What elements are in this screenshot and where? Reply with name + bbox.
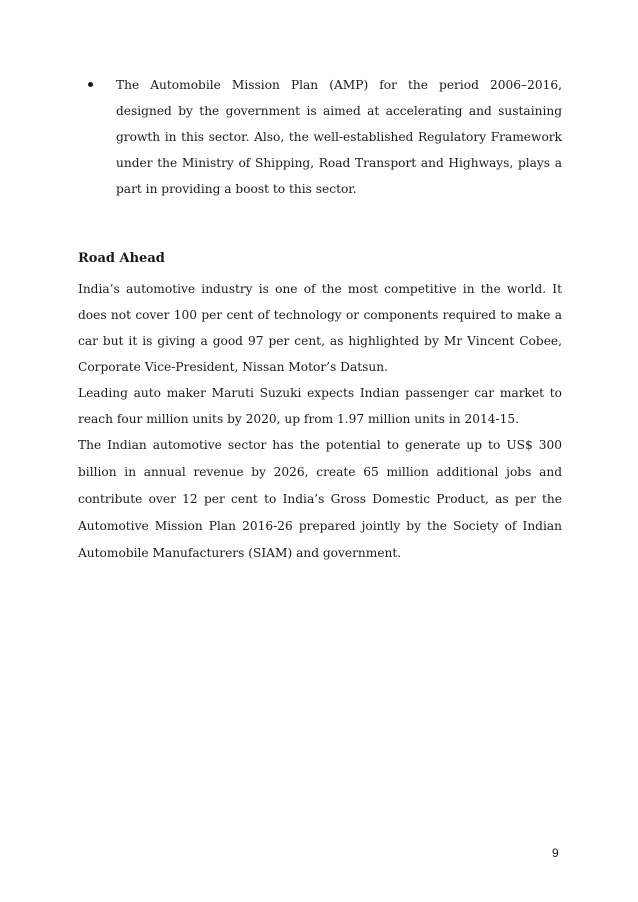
section-body bbox=[78, 276, 562, 567]
bullet-list bbox=[78, 72, 562, 202]
paragraph-competitiveness: India’s automotive industry is one of the most competitive in the world. It does not cover 100 per cent of technology or components required to make a car but it is giving a good 97 per cent, as highlighted by Mr Vincent Cobee, Corporate Vice-President, Nissan Motor’s Datsun. bbox=[78, 282, 562, 374]
bullet-text: The Automobile Mission Plan (AMP) for the period 2006–2016, designed by the government is aimed at accelerating and sustaining growth in this sector. Also, the well-established Regulatory Framework under the Ministry of Shipping, Road Transport and Highways, plays a part in providing a boost to this sector. bbox=[116, 78, 562, 196]
bullet-item bbox=[78, 72, 562, 202]
bullet-dot-icon bbox=[88, 82, 93, 87]
page-number: 9 bbox=[552, 846, 559, 860]
section-heading: Road Ahead bbox=[78, 251, 165, 266]
paragraph-maruti-suzuki: Leading auto maker Maruti Suzuki expects Indian passenger car market to reach four million units by 2020, up from 1.97 million units in 2014-15. bbox=[78, 386, 562, 426]
paragraph-mission-plan: The Indian automotive sector has the potential to generate up to US$ 300 billion in annual revenue by 2026, create 65 million additional jobs and contribute over 12 per cent to India’s Gross Domestic Product, as per the Automotive Mission Plan 2016-26 prepared jointly by the Society of Indian Automobile Manufacturers (SIAM) and government. bbox=[78, 438, 562, 560]
